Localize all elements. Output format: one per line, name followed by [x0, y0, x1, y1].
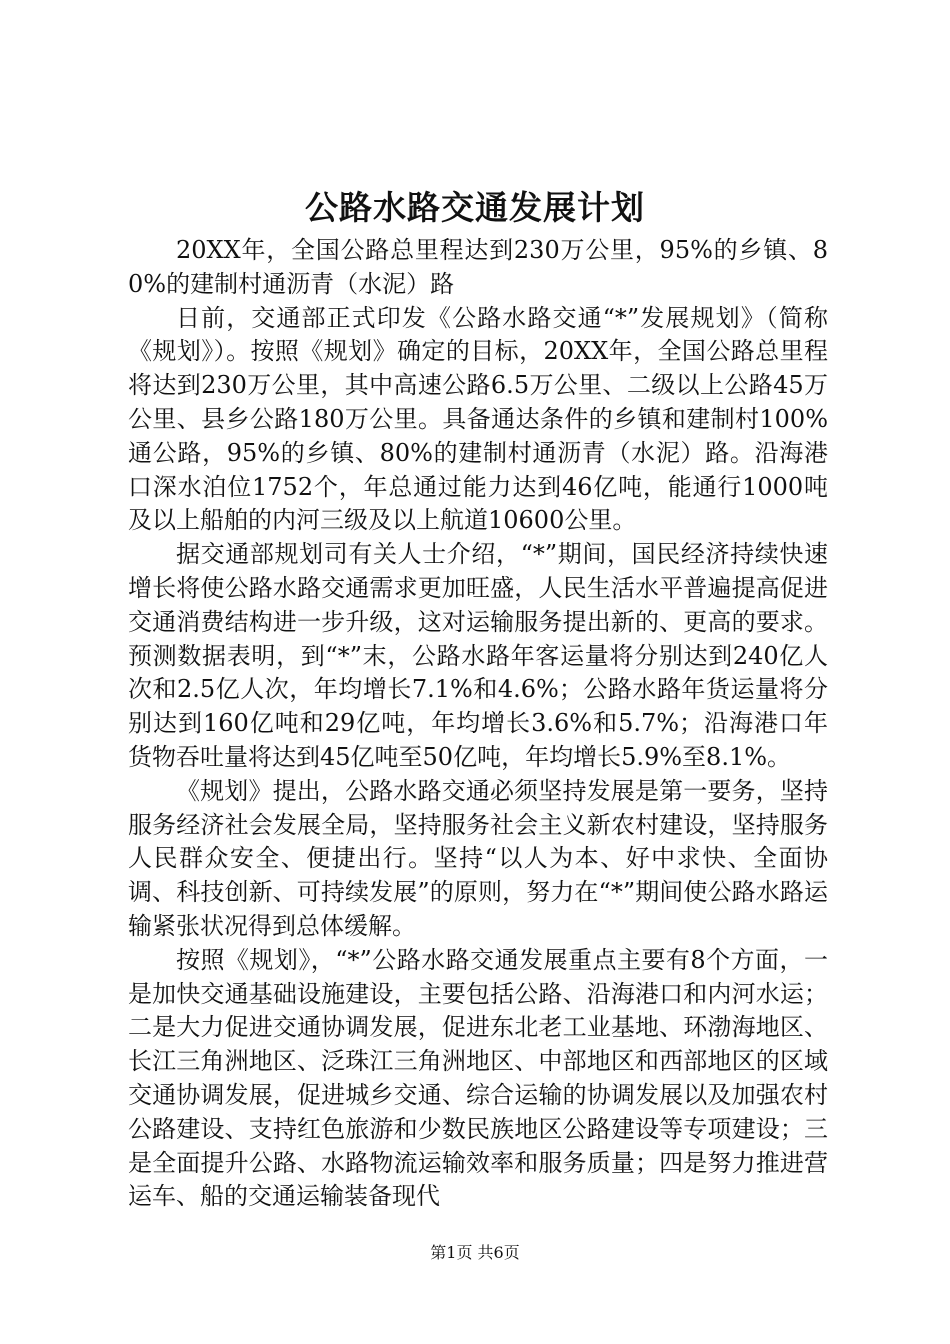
- paragraph: 20XX年，全国公路总里程达到230万公里，95%的乡镇、80%的建制村通沥青（水泥）路: [128, 236, 828, 298]
- paragraph: 《规划》提出，公路水路交通必须坚持发展是第一要务，坚持服务经济社会发展全局，坚持服务社会主义新农村建设，坚持服务人民群众安全、便捷出行。坚持“以人为本、好中求快、全面协调、科技创新、可持续发展”的原则，努力在“*”期间使公路水路运输紧张状况得到总体缓解。: [128, 776, 828, 940]
- paragraph: 按照《规划》，“*”公路水路交通发展重点主要有8个方面，一是加快交通基础设施建设，主要包括公路、沿海港口和内河水运；二是大力促进交通协调发展，促进东北老工业基地、环渤海地区、长江三角洲地区、泛珠江三角洲地区、中部地区和西部地区的区域交通协调发展，促进城乡交通、综合运输的协调发展以及加强农村公路建设、支持红色旅游和少数民族地区公路建设等专项建设；三是全面提升公路、水路物流运输效率和服务质量；四是努力推进营运车、船的交通运输装备现代: [128, 945, 828, 1211]
- document-body: [128, 234, 828, 1214]
- paragraph: 据交通部规划司有关人士介绍，“*”期间，国民经济持续快速增长将使公路水路交通需求更加旺盛，人民生活水平普遍提高促进交通消费结构进一步升级，这对运输服务提出新的、更高的要求。预测数据表明，到“*”末，公路水路年客运量将分别达到240亿人次和2.5亿人次，年均增长7.1%和4.6%；公路水路年货运量将分别达到160亿吨和29亿吨，年均增长3.6%和5.7%；沿海港口年货物吞吐量将达到45亿吨至50亿吨，年均增长5.9%至8.1%。: [128, 540, 828, 771]
- page-footer: 第1页 共6页: [430, 1243, 520, 1262]
- paragraph: 日前，交通部正式印发《公路水路交通“*”发展规划》（简称《规划》）。按照《规划》确定的目标，20XX年，全国公路总里程将达到230万公里，其中高速公路6.5万公里、二级以上公路45万公里、县乡公路180万公里。具备通达条件的乡镇和建制村100%通公路，95%的乡镇、80%的建制村通沥青（水泥）路。沿海港口深水泊位1752个，年总通过能力达到46亿吨，能通行1000吨及以上船舶的内河三级及以上航道10600公里。: [128, 303, 828, 535]
- document-title: 公路水路交通发展计划: [305, 188, 645, 227]
